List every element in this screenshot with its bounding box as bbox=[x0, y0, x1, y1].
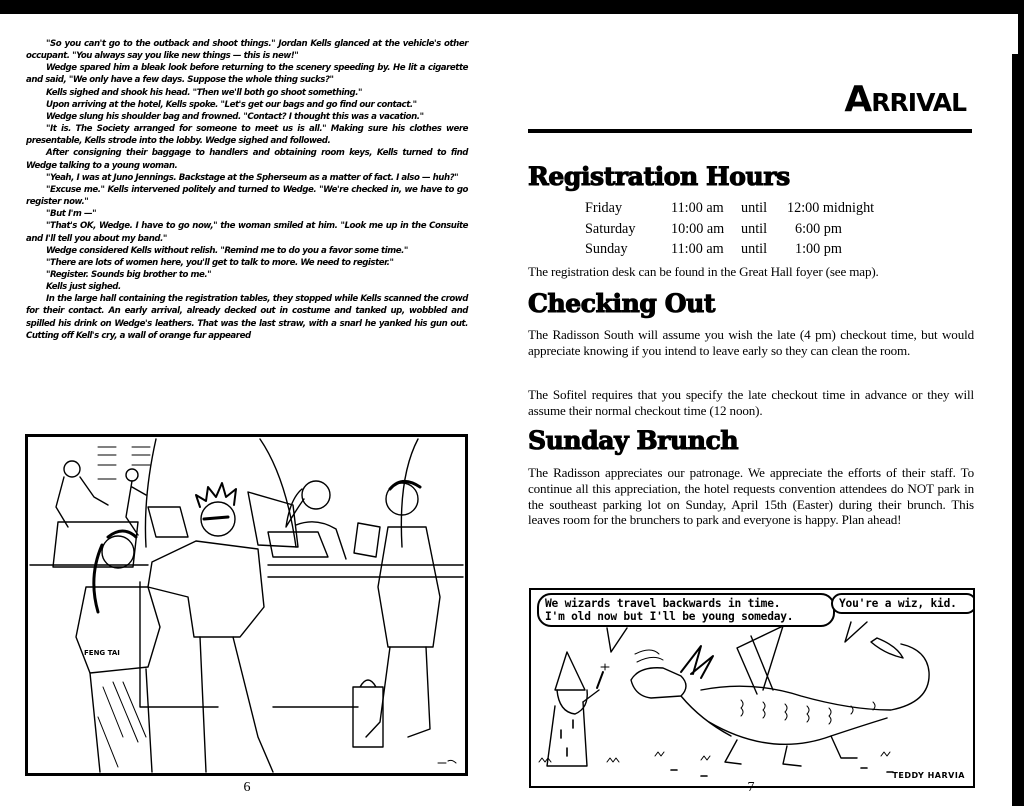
man-in-suit-hair bbox=[390, 481, 420, 489]
long-haired-person-head bbox=[102, 536, 134, 568]
story-paragraph: Upon arriving at the hotel, Kells spoke. "Let's get our bags and go find our contact." bbox=[46, 99, 417, 110]
punk-sunglasses bbox=[204, 517, 228, 519]
page-number: 7 bbox=[747, 780, 755, 795]
left-page bbox=[0, 14, 509, 806]
man-in-suit-legs bbox=[366, 647, 430, 737]
wand bbox=[597, 672, 603, 688]
registration-hours-heading: Registration Hours bbox=[528, 162, 790, 191]
clipboard bbox=[354, 523, 380, 557]
lobby-line-drawing bbox=[28, 437, 465, 773]
dragon-head bbox=[631, 668, 686, 698]
sunday-brunch-heading: Sunday Brunch bbox=[528, 426, 739, 455]
hours-row bbox=[585, 219, 874, 240]
monitor bbox=[148, 507, 188, 537]
cartoonist-credit: TEDDY HARVIA bbox=[892, 771, 965, 780]
dragon-body bbox=[701, 644, 929, 710]
punk-legs bbox=[200, 637, 273, 772]
arch bbox=[401, 439, 418, 547]
hours-until: until bbox=[741, 200, 768, 216]
dragon-horns bbox=[681, 646, 713, 678]
story-paragraph: Kells just sighed. bbox=[46, 282, 121, 293]
wizard-dragon-cartoon bbox=[529, 588, 975, 788]
artist-signature bbox=[438, 760, 456, 763]
robe-stars bbox=[561, 720, 573, 756]
hours-day: Saturday bbox=[585, 220, 636, 237]
grass bbox=[539, 752, 890, 762]
hours-until: until bbox=[741, 241, 768, 257]
hours-open: 11:00 am bbox=[671, 200, 724, 216]
hours-open: 11:00 am bbox=[671, 241, 724, 257]
ground-marks bbox=[671, 768, 893, 776]
dragon-speech-bubble bbox=[831, 593, 975, 614]
hours-close: 1:00 pm bbox=[795, 241, 842, 257]
story-paragraph: Wedge slung his shoulder bag and frowned. "Contact? I thought this was a vacation." bbox=[46, 111, 424, 122]
checking-out-radisson: The Radisson South will assume you wish the late (4 pm) checkout time, but would appreciate knowing if you intend to leave early so they can clean the room. bbox=[528, 327, 974, 358]
registration-hours-table bbox=[585, 198, 874, 260]
wizard-line: We wizards travel backwards in time. bbox=[545, 597, 781, 610]
story-paragraph: "Register. Sounds big brother to me." bbox=[46, 269, 212, 280]
hours-day: Sunday bbox=[585, 241, 628, 257]
background-person-body bbox=[56, 477, 108, 527]
hours-open: 10:00 am bbox=[671, 220, 725, 237]
hours-close: 6:00 pm bbox=[795, 220, 842, 237]
dragon-scales bbox=[741, 700, 875, 724]
punk-jacket bbox=[148, 541, 264, 637]
wizard-speech-bubble bbox=[537, 593, 835, 627]
dragon-bubble-tail bbox=[845, 622, 867, 642]
title-rule bbox=[528, 129, 972, 133]
sign-lines bbox=[98, 447, 150, 479]
background-person-body bbox=[126, 481, 146, 535]
story-paragraph: "Excuse me." Kells intervened politely and turned to Wedge. "We're checked in, we have to go register now." bbox=[26, 184, 468, 208]
registration-desk-note: The registration desk can be found in the Great Hall foyer (see map). bbox=[528, 264, 879, 279]
story-paragraph: "Yeah, I was at Juno Jennings. Backstage at the Spherseum as a matter of fact. I also — huh?" bbox=[46, 172, 459, 183]
background-person-head bbox=[64, 461, 80, 477]
hours-close: 12:00 midnight bbox=[787, 200, 875, 216]
page-number: 6 bbox=[243, 780, 251, 795]
man-in-suit-body bbox=[378, 527, 440, 647]
jacket-lettering: FENG TAI bbox=[84, 649, 120, 657]
dragon-legs bbox=[725, 736, 857, 766]
story-paragraph: "There are lots of women here, you'll get to talk to more. We need to register." bbox=[46, 257, 394, 268]
leg-stripes bbox=[98, 682, 146, 767]
hours-until: until bbox=[741, 220, 768, 237]
shopping-bag bbox=[353, 680, 383, 747]
wizard-line: I'm old now but I'll be young someday. bbox=[545, 610, 794, 623]
sunday-brunch-text: The Radisson appreciates our patronage. We appreciate the efforts of their staff. To continue all this appreciation, the hotel requests convention attendees do NOT park in the southeast parking lot on Sunday, April 15th (Easter) during their brunch. This leaves room for the brunchers to park and everyone is happy. Plan ahead! bbox=[528, 465, 974, 528]
wand-sparkle bbox=[601, 664, 609, 670]
story-paragraph: "That's OK, Wedge. I have to go now," the woman smiled at him. "Look me up in the Consuite and I'll tell you about my band." bbox=[26, 221, 468, 244]
story-paragraph: After consigning their baggage to handlers and obtaining room keys, Kells turned to find Wedge talking to a young woman. bbox=[26, 148, 468, 171]
right-page bbox=[509, 14, 1018, 806]
wizard-hat bbox=[555, 652, 585, 690]
hours-row bbox=[585, 239, 874, 260]
wizard-bubble-tail bbox=[607, 628, 627, 652]
dragon-smoke bbox=[635, 650, 663, 662]
checking-out-sofitel: The Sofitel requires that you specify the late checkout time in advance or they will assume their normal checkout time (12 noon). bbox=[528, 387, 974, 418]
story-paragraph: Wedge spared him a bleak look before returning to the scenery speeding by. He lit a cigarette and said, "We only have a few days. Suppose the whole thing sucks?" bbox=[26, 63, 468, 86]
arch bbox=[260, 439, 296, 547]
story-paragraph: "So you can't go to the outback and shoot things." Jordan Kells glanced at the vehicle's other occupant. "You always say you like new things — this is new!" bbox=[26, 39, 468, 62]
long-haired-person-hair bbox=[94, 531, 136, 612]
receptionist-head bbox=[302, 481, 330, 509]
punk-spiky-hair bbox=[196, 483, 236, 507]
counter-front bbox=[140, 582, 358, 707]
background-person-head bbox=[126, 469, 138, 481]
dragon-belly bbox=[709, 718, 887, 744]
wizard-arm bbox=[583, 690, 599, 702]
hours-row bbox=[585, 198, 874, 219]
story-paragraph: In the large hall containing the registration tables, they stopped while Kells scanned the crowd for their contact. An early arrival, already decked out in costume and tanked up, wobbled and spilled his drink on Wedge's leathers. That was the last straw, with a snarl he yanked his gun out. Cutting off Kell's cry, a wall of orange fur appeared bbox=[26, 294, 468, 341]
story-paragraph: "It is. The Society arranged for someone to meet us is all." Making sure his clothes were presentable, Kells strode into the lobby. Wedge sighed and followed. bbox=[26, 124, 468, 147]
story-paragraph: Kells sighed and shook his head. "Then we'll both go shoot something." bbox=[46, 87, 363, 98]
story-text bbox=[26, 38, 468, 342]
hotel-lobby-illustration bbox=[25, 434, 468, 776]
dragon-tail-fin bbox=[871, 638, 903, 658]
dragon-wing bbox=[737, 626, 783, 694]
hours-day: Friday bbox=[585, 200, 623, 216]
page-edge bbox=[1012, 54, 1018, 806]
story-paragraph: Wedge considered Kells without relish. "Remind me to do you a favor some time." bbox=[46, 245, 408, 256]
dragon-line: You're a wiz, kid. bbox=[839, 597, 957, 610]
long-haired-person-jacket bbox=[76, 587, 160, 673]
section-title: Arrival bbox=[844, 79, 966, 120]
story-paragraph: "But I'm —" bbox=[46, 209, 97, 220]
checking-out-heading: Checking Out bbox=[528, 289, 716, 318]
book-spread bbox=[0, 14, 1018, 806]
